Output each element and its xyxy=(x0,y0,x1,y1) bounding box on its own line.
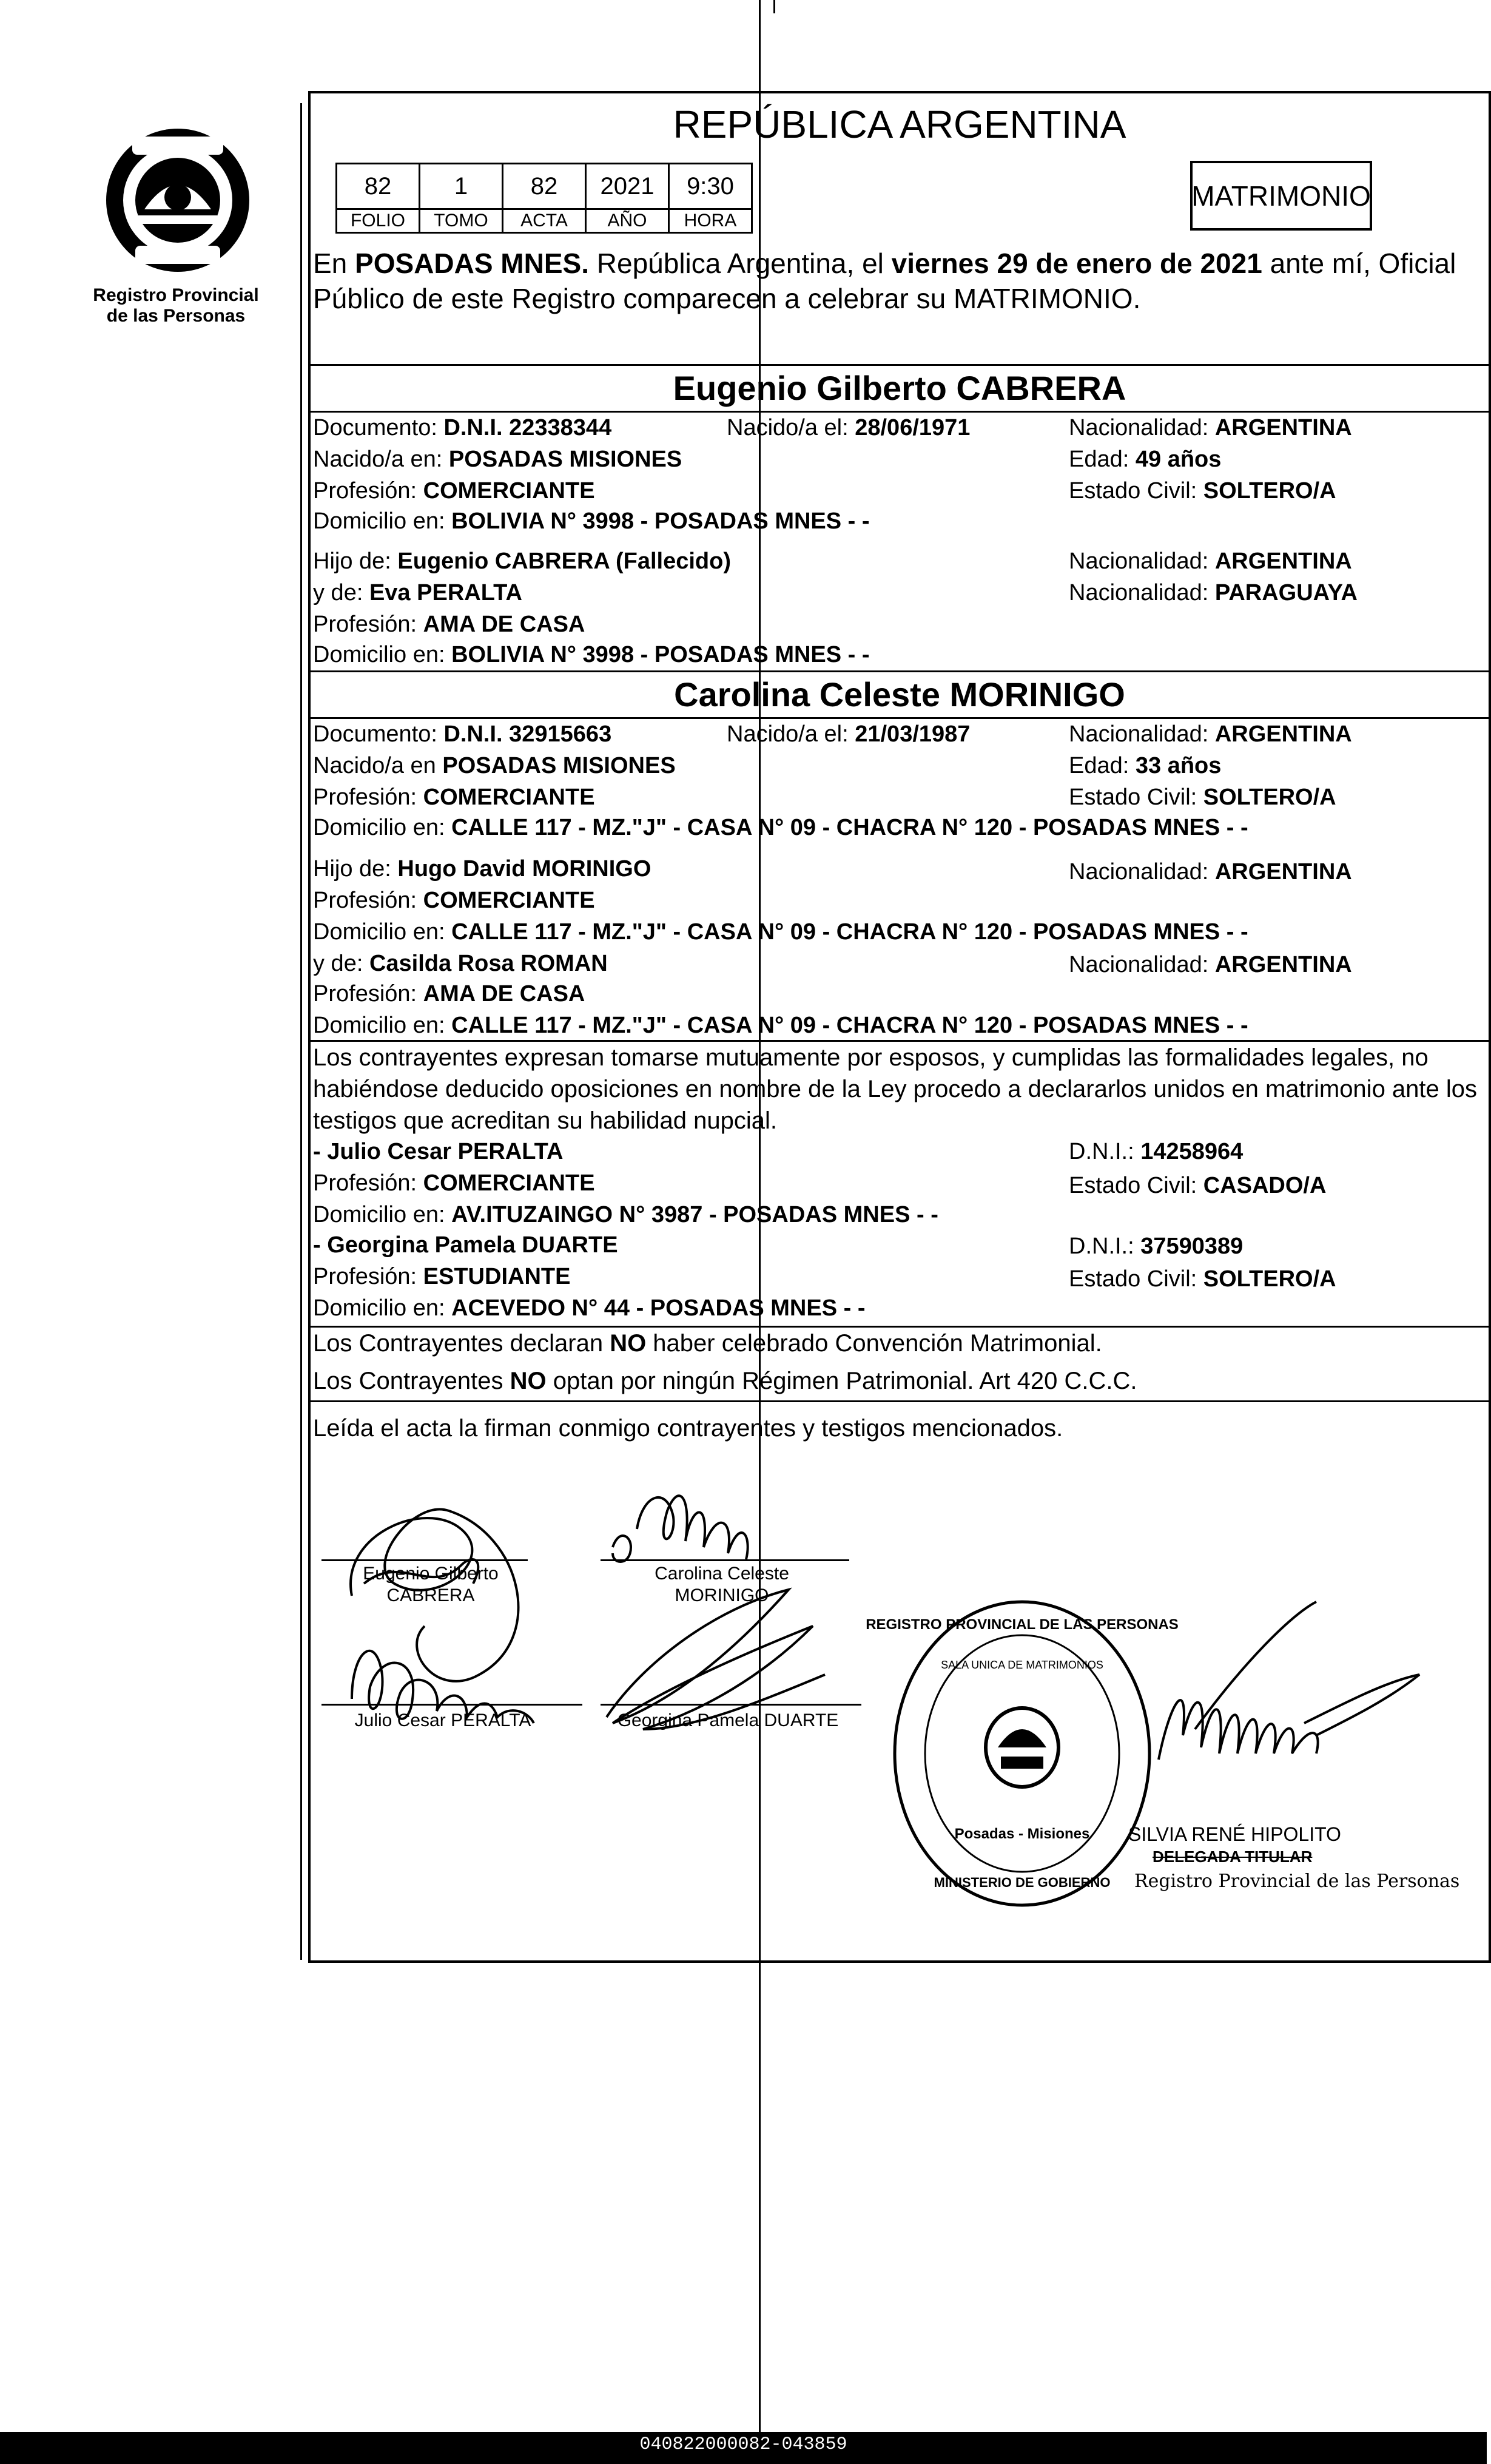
spouse2-profession xyxy=(313,784,595,811)
witness2-dni xyxy=(1069,1233,1243,1260)
divider xyxy=(308,1326,1491,1328)
value: - Julio Cesar PERALTA xyxy=(313,1139,564,1164)
value: SOLTERO/A xyxy=(1203,478,1336,504)
value: ARGENTINA xyxy=(1214,721,1352,747)
witness1-dni xyxy=(1069,1138,1243,1165)
officer-name: SILVIA RENÉ HIPOLITO xyxy=(1128,1823,1341,1845)
witness2-civil-status xyxy=(1069,1266,1336,1292)
label: Nacido/a en: xyxy=(313,447,449,472)
witness2-address xyxy=(313,1295,865,1321)
witness1-civil-status xyxy=(1069,1172,1326,1199)
caption-line: CABRERA xyxy=(386,1585,475,1605)
acta-label: ACTA xyxy=(503,209,586,233)
value: D.N.I. 32915663 xyxy=(443,721,612,747)
document-title: REPÚBLICA ARGENTINA xyxy=(673,103,1126,146)
spouse2-civil-status xyxy=(1069,784,1336,811)
label: y de: xyxy=(313,580,369,606)
hour-value: 9:30 xyxy=(669,164,752,209)
value: CALLE 117 - MZ."J" - CASA N° 09 - CHACRA N° 120 - POSADAS MNES - - xyxy=(451,919,1248,945)
label: Domicilio en: xyxy=(313,642,452,667)
logo-caption-line1: Registro Provincial xyxy=(93,285,259,305)
label: Nacionalidad: xyxy=(1069,548,1215,574)
value: Eva PERALTA xyxy=(369,580,522,606)
label: Domicilio en: xyxy=(313,1295,452,1321)
spouse1-name: Eugenio Gilberto CABRERA xyxy=(673,369,1126,407)
value: ARGENTINA xyxy=(1214,952,1352,977)
spouse1-mother-nationality xyxy=(1069,579,1358,606)
witness1-profession xyxy=(313,1170,595,1197)
intro-text: ante mí, Oficial Público de este Registro comparecen a celebrar su MATRIMONIO. xyxy=(313,248,1456,314)
label: Edad: xyxy=(1069,753,1136,778)
spouse2-mother-address xyxy=(313,1012,1248,1039)
value: COMERCIANTE xyxy=(423,478,595,504)
value: 21/03/1987 xyxy=(855,721,971,747)
province-seal-logo xyxy=(102,124,254,276)
value: SOLTERO/A xyxy=(1203,785,1336,810)
value: AMA DE CASA xyxy=(423,981,585,1007)
note-convention xyxy=(313,1330,1102,1357)
label: Domicilio en: xyxy=(313,508,452,534)
label: Nacionalidad: xyxy=(1069,580,1215,606)
caption-line: MORINIGO xyxy=(675,1585,769,1605)
label: Nacionalidad: xyxy=(1069,415,1215,440)
spouse2-father xyxy=(313,856,651,882)
label: Edad: xyxy=(1069,447,1136,472)
spouse2-nationality xyxy=(1069,721,1352,748)
value: SOLTERO/A xyxy=(1203,1266,1336,1292)
label: D.N.I.: xyxy=(1069,1139,1141,1164)
label: Profesión: xyxy=(313,981,423,1007)
label: Documento: xyxy=(313,721,444,747)
spouse2-father-nationality xyxy=(1069,859,1352,885)
spouse1-profession xyxy=(313,478,595,504)
spouse1-birthdate xyxy=(727,414,970,441)
signature-spouse1-flourish xyxy=(364,1559,478,1584)
text: optan por ningún Régimen Patrimonial. Art 420 C.C.C. xyxy=(546,1368,1137,1394)
value: CALLE 117 - MZ."J" - CASA N° 09 - CHACRA N° 120 - POSADAS MNES - - xyxy=(451,1013,1248,1038)
label: Domicilio en: xyxy=(313,919,452,945)
value: POSADAS MISIONES xyxy=(448,447,682,472)
stamp-city: Posadas - Misiones xyxy=(954,1826,1090,1842)
label: Nacido/a en xyxy=(313,753,443,778)
value: PARAGUAYA xyxy=(1214,580,1358,606)
value: Casilda Rosa ROMAN xyxy=(369,951,608,976)
value: Hugo David MORINIGO xyxy=(397,856,651,882)
value: ARGENTINA xyxy=(1214,859,1352,885)
value: COMERCIANTE xyxy=(423,888,595,913)
witness1-address xyxy=(313,1201,938,1228)
note-regime xyxy=(313,1368,1137,1394)
spouse1-father-nationality xyxy=(1069,548,1352,575)
text: NO xyxy=(610,1330,647,1357)
document-code: 040822000082-043859 xyxy=(639,2434,847,2455)
intro-text: En xyxy=(313,248,355,279)
spouse2-father-profession xyxy=(313,887,595,914)
label: Domicilio en: xyxy=(313,815,452,840)
value: ARGENTINA xyxy=(1214,415,1352,440)
value: BOLIVIA N° 3998 - POSADAS MNES - - xyxy=(451,642,870,667)
label: Documento: xyxy=(313,415,444,440)
spouse1-nationality xyxy=(1069,414,1352,441)
spouse1-address xyxy=(313,508,870,535)
label: Nacionalidad: xyxy=(1069,952,1215,977)
stamp-outer-text: REGISTRO PROVINCIAL DE LAS PERSONAS xyxy=(866,1616,1179,1633)
value: AV.ITUZAINGO N° 3987 - POSADAS MNES - - xyxy=(451,1202,938,1227)
spouse2-age xyxy=(1069,752,1221,779)
label: Profesión: xyxy=(313,1264,423,1289)
hour-label: HORA xyxy=(669,209,752,233)
declaration-paragraph: Los contrayentes expresan tomarse mutuamente por esposos, y cumplidas las formalidades legales, no habiéndose deducido oposiciones en nombre de la Ley procedo a declararlos unidos en matrimonio ante los testigos que acreditan su habilidad nupcial. xyxy=(313,1044,1478,1134)
spouse1-civil-status xyxy=(1069,478,1336,504)
value: AMA DE CASA xyxy=(423,612,585,637)
label: Nacionalidad: xyxy=(1069,721,1215,747)
closing-text: Leída el acta la firman conmigo contrayentes y testigos mencionados. xyxy=(313,1415,1063,1442)
label: Estado Civil: xyxy=(1069,1173,1203,1198)
witness1-name xyxy=(313,1138,563,1165)
officer-office: Registro Provincial de las Personas xyxy=(1134,1871,1460,1892)
spouse2-document xyxy=(313,721,611,748)
officer-signature xyxy=(1134,1578,1450,1832)
value: COMERCIANTE xyxy=(423,785,595,810)
divider xyxy=(308,1400,1491,1402)
caption-line: Carolina Celeste xyxy=(655,1564,789,1584)
official-stamp xyxy=(866,1596,1179,1911)
divider xyxy=(308,364,1491,366)
signature-caption-witness2: Georgina Pamela DUARTE xyxy=(617,1710,839,1730)
signature-spouse2 xyxy=(637,1496,748,1559)
spouse2-name: Carolina Celeste MORINIGO xyxy=(674,675,1125,714)
value: COMERCIANTE xyxy=(423,1170,595,1196)
witness2-profession xyxy=(313,1263,570,1290)
tomo-label: TOMO xyxy=(420,209,503,233)
spouse1-mother xyxy=(313,579,522,606)
divider xyxy=(308,411,1491,413)
intro-text: República Argentina, el xyxy=(589,248,892,279)
act-type-box: MATRIMONIO xyxy=(1190,161,1372,231)
label: Hijo de: xyxy=(313,856,398,882)
spouse1-father xyxy=(313,548,731,575)
signature-spouse2-flourish xyxy=(613,1536,631,1562)
divider xyxy=(308,717,1491,719)
tomo-value: 1 xyxy=(420,164,503,209)
folio-value: 82 xyxy=(337,164,420,209)
label: Profesión: xyxy=(313,478,423,504)
label: Estado Civil: xyxy=(1069,785,1203,810)
intro-paragraph xyxy=(313,246,1487,316)
label: Estado Civil: xyxy=(1069,478,1203,504)
logo-caption xyxy=(85,285,267,326)
value: D.N.I. 22338344 xyxy=(443,415,612,440)
spouse2-father-address xyxy=(313,919,1248,945)
spouse1-birthplace xyxy=(313,446,682,473)
logo-caption-line2: de las Personas xyxy=(106,306,246,326)
value: BOLIVIA N° 3998 - POSADAS MNES - - xyxy=(451,508,870,534)
spouse2-address xyxy=(313,814,1248,841)
stamp-bottom-text: MINISTERIO DE GOBIERNO xyxy=(934,1875,1111,1890)
caption-line: Eugenio Gilberto xyxy=(363,1564,499,1584)
register-table xyxy=(335,163,753,234)
value: 49 años xyxy=(1135,447,1222,472)
scan-tick xyxy=(773,0,775,13)
text: Los Contrayentes declaran xyxy=(313,1330,610,1357)
signature-witness2 xyxy=(607,1590,825,1729)
intro-date: viernes 29 de enero de 2021 xyxy=(891,248,1262,279)
year-label: AÑO xyxy=(586,209,669,233)
signature-witness1 xyxy=(352,1651,534,1723)
spouse2-mother xyxy=(313,950,608,977)
value: CASADO/A xyxy=(1203,1173,1327,1198)
spouse1-document xyxy=(313,414,611,441)
label: Nacido/a el: xyxy=(727,415,855,440)
value: 14258964 xyxy=(1140,1139,1244,1164)
folio-label: FOLIO xyxy=(337,209,420,233)
stamp-inner-text: SALA UNICA DE MATRIMONIOS xyxy=(941,1659,1103,1671)
label: Nacionalidad: xyxy=(1069,859,1215,885)
signature-caption-witness1: Julio Cesar PERALTA xyxy=(354,1710,531,1730)
text: haber celebrado Convención Matrimonial. xyxy=(646,1330,1102,1357)
spouse2-mother-nationality xyxy=(1069,951,1352,978)
value: 28/06/1971 xyxy=(855,415,971,440)
spouse1-mother-address xyxy=(313,641,870,668)
value: 33 años xyxy=(1135,753,1222,778)
spouse2-birthdate xyxy=(727,721,970,748)
spouse2-mother-profession xyxy=(313,981,585,1007)
witness2-name xyxy=(313,1232,618,1258)
value: ESTUDIANTE xyxy=(423,1264,571,1289)
label: Profesión: xyxy=(313,1170,423,1196)
label: Estado Civil: xyxy=(1069,1266,1203,1292)
spouse1-age xyxy=(1069,446,1221,473)
frame-shadow-line xyxy=(300,103,302,1960)
label: Profesión: xyxy=(313,888,423,913)
label: Domicilio en: xyxy=(313,1202,452,1227)
label: Profesión: xyxy=(313,612,423,637)
acta-value: 82 xyxy=(503,164,586,209)
label: Nacido/a el: xyxy=(727,721,855,747)
year-value: 2021 xyxy=(586,164,669,209)
label: Hijo de: xyxy=(313,548,398,574)
value: ACEVEDO N° 44 - POSADAS MNES - - xyxy=(451,1295,866,1321)
value: 37590389 xyxy=(1140,1234,1244,1259)
value: POSADAS MISIONES xyxy=(442,753,676,778)
value: - Georgina Pamela DUARTE xyxy=(313,1232,618,1258)
label: D.N.I.: xyxy=(1069,1234,1141,1259)
spouse2-birthplace xyxy=(313,752,676,779)
spouse1-mother-profession xyxy=(313,611,585,638)
value: CALLE 117 - MZ."J" - CASA N° 09 - CHACRA N° 120 - POSADAS MNES - - xyxy=(451,815,1248,840)
label: y de: xyxy=(313,951,369,976)
intro-place: POSADAS MNES. xyxy=(355,248,589,279)
text: Los Contrayentes xyxy=(313,1368,510,1394)
value: Eugenio CABRERA (Fallecido) xyxy=(397,548,732,574)
officer-role: DELEGADA TITULAR xyxy=(1153,1848,1313,1866)
text: NO xyxy=(510,1368,547,1394)
label: Profesión: xyxy=(313,785,423,810)
label: Domicilio en: xyxy=(313,1013,452,1038)
value: ARGENTINA xyxy=(1214,548,1352,574)
divider xyxy=(308,670,1491,672)
